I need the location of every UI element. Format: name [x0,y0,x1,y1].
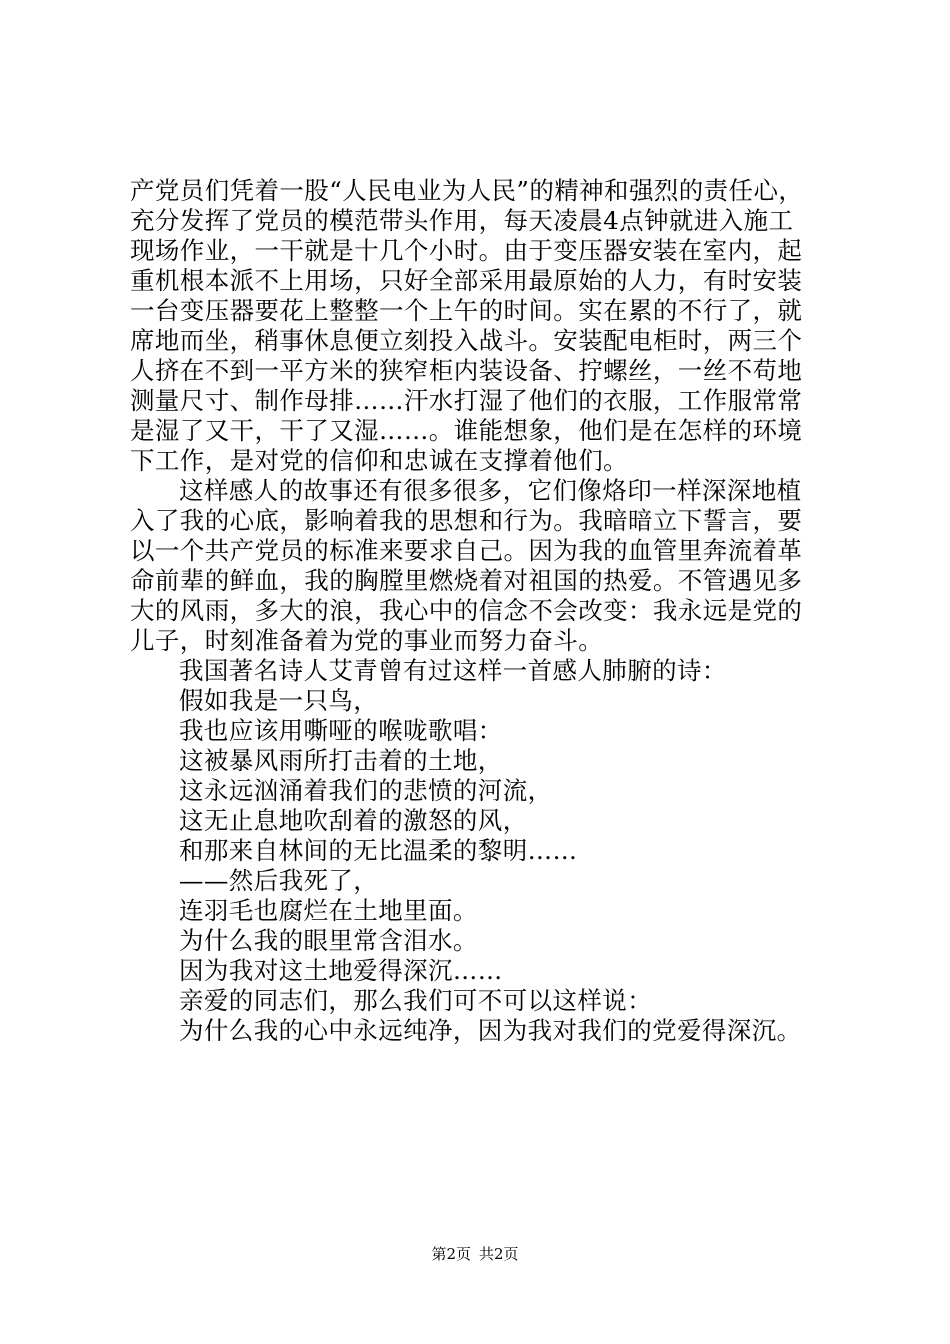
paragraph-line: 命前辈的鲜血，我的胸膛里燃烧着对祖国的热爱。不管遇见多 [130,566,803,595]
paragraph-line: 这样感人的故事还有很多很多，它们像烙印一样深深地植 [179,476,802,505]
page-number: 第2页 [431,1245,471,1263]
paragraph-line: 人挤在不到一平方米的狭窄柜内装设备、拧螺丝，一丝不苟地 [130,356,803,385]
closing [130,986,835,1046]
paragraph-1 [130,176,835,476]
poem-intro: 我国著名诗人艾青曾有过这样一首感人肺腑的诗： [179,656,727,685]
poem-line: 和那来自林间的无比温柔的黎明…… [179,836,578,865]
paragraph-line: 是湿了又干，干了又湿……。谁能想象，他们是在怎样的环境 [130,416,803,445]
poem-line: 这永远汹涌着我们的悲愤的河流， [179,776,553,805]
poem-line: 为什么我的眼里常含泪水。 [179,926,478,955]
page-footer [0,1244,950,1264]
paragraph-line: 以一个共产党员的标准来要求自己。因为我的血管里奔流着革 [130,536,803,565]
poem-line: 我也应该用嘶哑的喉咙歌唱： [179,716,503,745]
poem-line: 连羽毛也腐烂在土地里面。 [179,896,478,925]
page-total: 共2页 [479,1245,519,1263]
closing-line: 亲爱的同志们，那么我们可不可以这样说： [179,986,653,1015]
paragraph-line: 席地而坐，稍事休息便立刻投入战斗。安装配电柜时，两三个 [130,326,803,355]
paragraph-line: 下工作，是对党的信仰和忠诚在支撑着他们。 [130,446,628,475]
paragraph-2 [130,476,835,656]
poem [130,686,835,986]
paragraph-line: 测量尺寸、制作母排……汗水打湿了他们的衣服，工作服常常 [130,386,803,415]
poem-line: 假如我是一只鸟， [179,686,379,715]
poem-line: 这无止息地吹刮着的激怒的风， [179,806,528,835]
paragraph-line: 重机根本派不上用场，只好全部采用最原始的人力，有时安装 [130,266,803,295]
paragraph-line: 儿子，时刻准备着为党的事业而努力奋斗。 [130,626,604,655]
closing-line: 为什么我的心中永远纯净，因为我对我们的党爱得深沉。 [179,1016,802,1045]
document-body [130,176,835,1046]
paragraph-line: 充分发挥了党员的模范带头作用，每天凌晨4点钟就进入施工 [130,206,794,235]
paragraph-line: 大的风雨，多大的浪，我心中的信念不会改变：我永远是党的 [130,596,803,625]
paragraph-line: 一台变压器要花上整整一个上午的时间。实在累的不行了，就 [130,296,803,325]
paragraph-line: 现场作业，一干就是十几个小时。由于变压器安装在室内，起 [130,236,803,265]
poem-line: 这被暴风雨所打击着的土地， [179,746,503,775]
paragraph-line: 入了我的心底，影响着我的思想和行为。我暗暗立下誓言，要 [130,506,803,535]
poem-line: 因为我对这土地爱得深沉…… [179,956,503,985]
poem-line: ——然后我死了， [179,866,379,895]
paragraph-line: 产党员们凭着一股“人民电业为人民”的精神和强烈的责任心， [130,176,804,205]
